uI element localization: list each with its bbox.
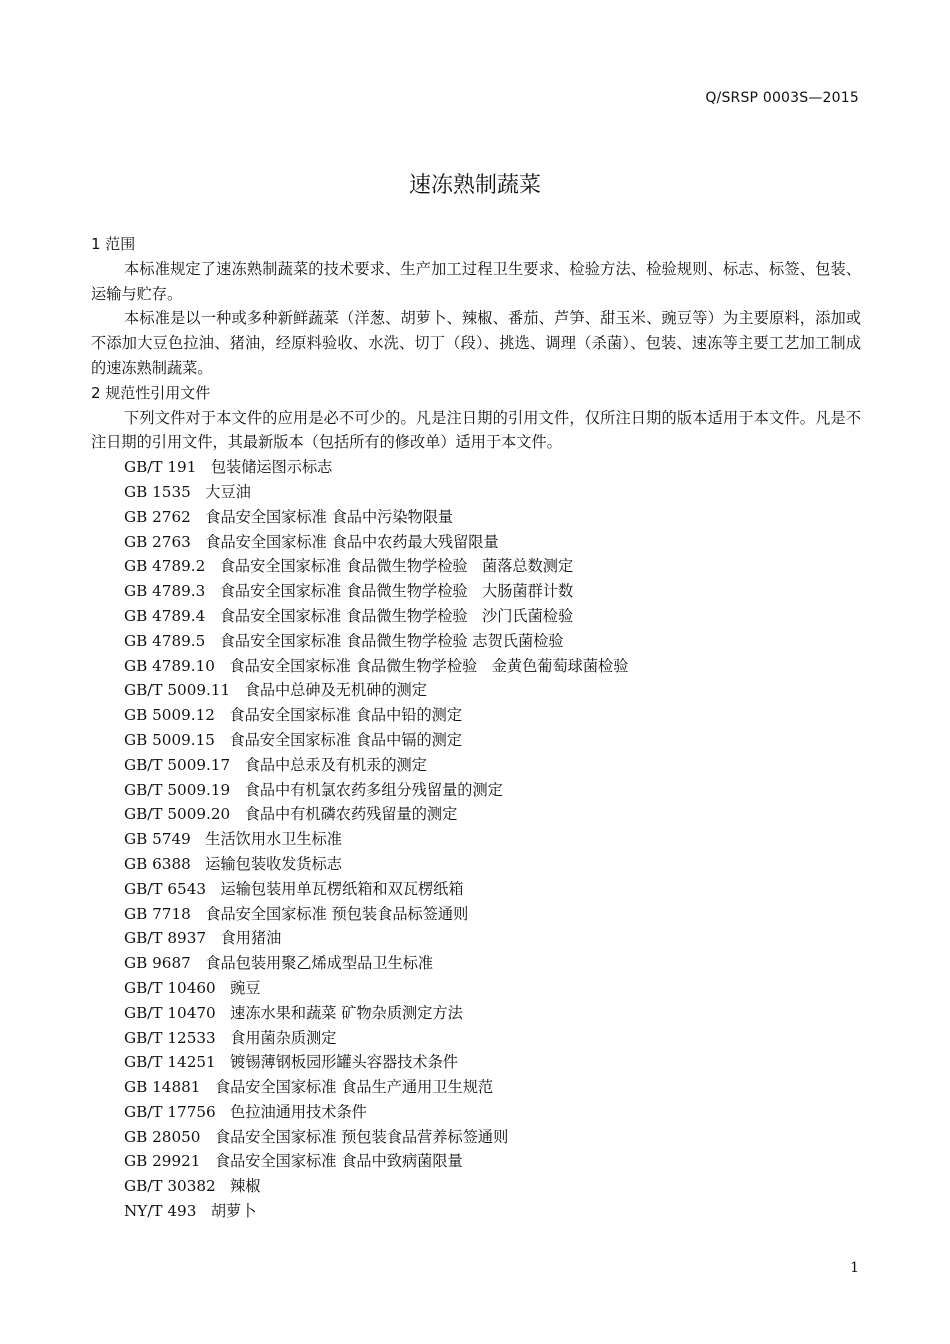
reference-item: GB 6388 运输包装收发货标志 bbox=[124, 854, 342, 873]
reference-item: GB 4789.2 食品安全国家标准 食品微生物学检验 菌落总数测定 bbox=[124, 557, 574, 576]
reference-item: GB 4789.5 食品安全国家标准 食品微生物学检验 志贺氏菌检验 bbox=[124, 631, 564, 650]
reference-item: GB/T 10470 速冻水果和蔬菜 矿物杂质测定方法 bbox=[124, 1003, 463, 1022]
reference-item: GB 4789.4 食品安全国家标准 食品微生物学检验 沙门氏菌检验 bbox=[124, 606, 574, 625]
reference-item: GB/T 5009.19 食品中有机氯农药多组分残留量的测定 bbox=[124, 780, 503, 799]
reference-item: GB 29921 食品安全国家标准 食品中致病菌限量 bbox=[124, 1152, 463, 1171]
reference-item: GB 4789.10 食品安全国家标准 食品微生物学检验 金黄色葡萄球菌检验 bbox=[124, 656, 629, 675]
normative-intro-paragraph: 下列文件对于本文件的应用是必不可少的。凡是注日期的引用文件，仅所注日期的版本适用于本文件。凡是不注日期的引用文件，其最新版本（包括所有的修改单）适用于本文件。 bbox=[91, 408, 861, 452]
reference-item: GB 5009.12 食品安全国家标准 食品中铅的测定 bbox=[124, 706, 463, 725]
reference-item: GB 9687 食品包装用聚乙烯成型品卫生标准 bbox=[124, 954, 434, 973]
reference-item: GB/T 14251 镀锡薄钢板园形罐头容器技术条件 bbox=[124, 1053, 458, 1072]
reference-item: GB/T 12533 食用菌杂质测定 bbox=[124, 1028, 337, 1047]
reference-item: GB/T 5009.11 食品中总砷及无机砷的测定 bbox=[124, 681, 427, 700]
reference-list bbox=[91, 455, 861, 1224]
reference-item: GB/T 17756 色拉油通用技术条件 bbox=[124, 1102, 367, 1121]
scope-paragraph: 本标准是以一种或多种新鲜蔬菜（洋葱、胡萝卜、辣椒、番茄、芦笋、甜玉米、豌豆等）为主要原料，添加或不添加大豆色拉油、猪油，经原料验收、水洗、切丁（段）、挑选、调理（杀菌）、包装、速冻等主要工艺加工制成的速冻熟制蔬菜。 bbox=[91, 309, 861, 377]
document-code: Q/SRSP 0003S—2015 bbox=[705, 90, 859, 106]
reference-item: NY/T 493 胡萝卜 bbox=[124, 1202, 257, 1221]
reference-item: GB 14881 食品安全国家标准 食品生产通用卫生规范 bbox=[124, 1078, 494, 1097]
scope-paragraph: 本标准规定了速冻熟制蔬菜的技术要求、生产加工过程卫生要求、检验方法、检验规则、标志、标签、包装、运输与贮存。 bbox=[91, 259, 861, 303]
reference-item: GB/T 5009.20 食品中有机磷农药残留量的测定 bbox=[124, 805, 458, 824]
reference-item: GB 28050 食品安全国家标准 预包装食品营养标签通则 bbox=[124, 1127, 509, 1146]
reference-item: GB 7718 食品安全国家标准 预包装食品标签通则 bbox=[124, 904, 469, 923]
reference-item: GB/T 10460 豌豆 bbox=[124, 978, 261, 997]
reference-item: GB 2763 食品安全国家标准 食品中农药最大残留限量 bbox=[124, 532, 499, 551]
page-number: 1 bbox=[850, 1260, 859, 1276]
reference-item: GB/T 8937 食用猪油 bbox=[124, 929, 282, 948]
reference-item: GB 5749 生活饮用水卫生标准 bbox=[124, 830, 342, 849]
reference-item: GB/T 30382 辣椒 bbox=[124, 1177, 261, 1196]
reference-item: GB/T 5009.17 食品中总汞及有机汞的测定 bbox=[124, 755, 427, 774]
reference-item: GB 2762 食品安全国家标准 食品中污染物限量 bbox=[124, 507, 454, 526]
document-title: 速冻熟制蔬菜 bbox=[408, 173, 541, 198]
reference-item: GB/T 6543 运输包装用单瓦楞纸箱和双瓦楞纸箱 bbox=[124, 879, 464, 898]
section-heading-normative-references: 2 规范性引用文件 bbox=[91, 383, 211, 402]
document-body bbox=[91, 232, 861, 1224]
section-heading-scope: 1 范围 bbox=[91, 235, 136, 253]
reference-item: GB/T 191 包装储运图示标志 bbox=[124, 458, 333, 477]
reference-item: GB 5009.15 食品安全国家标准 食品中镉的测定 bbox=[124, 730, 463, 749]
reference-item: GB 1535 大豆油 bbox=[124, 482, 251, 501]
reference-item: GB 4789.3 食品安全国家标准 食品微生物学检验 大肠菌群计数 bbox=[124, 582, 574, 601]
